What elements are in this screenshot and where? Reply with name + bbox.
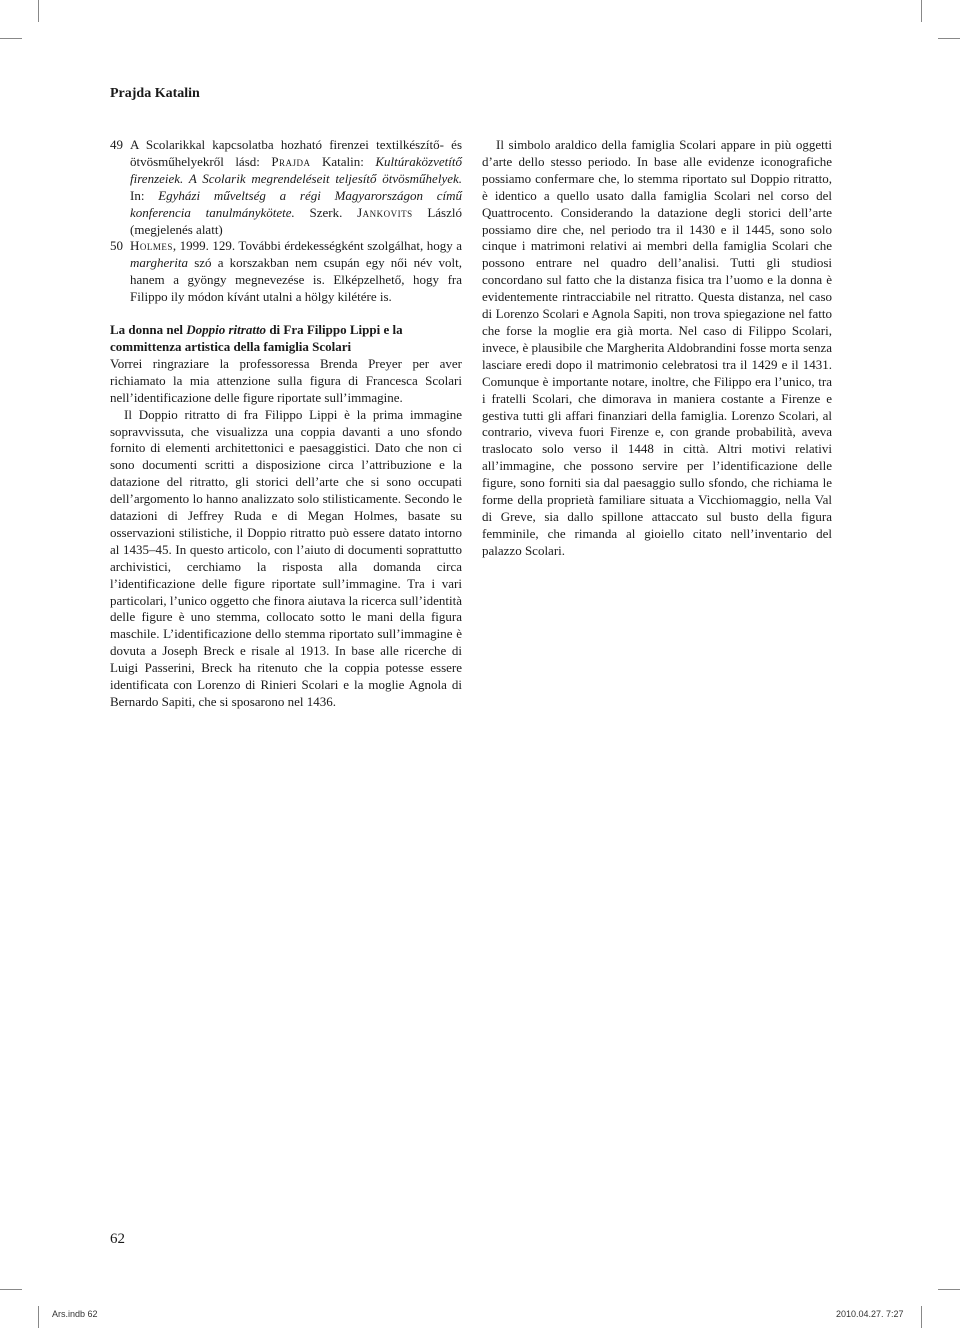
footnote-50: 50 Holmes, 1999. 129. További érdekességként szolgálhat, hogy a margherita szó a korszakban nem csupán egy női név volt, hanem a gyöngy megnevezése is. Elképzelhető, hogy fra Filippo ily módon kívánt utalni a hölgy kilétére is.	[110, 238, 462, 305]
crop-mark	[38, 1306, 39, 1328]
crop-mark	[38, 0, 39, 22]
footnote-number: 50	[110, 238, 123, 254]
crop-mark	[921, 1306, 922, 1328]
left-column	[110, 137, 462, 711]
page-number: 62	[110, 1231, 125, 1247]
right-column	[482, 137, 832, 560]
footnote-49: 49 A Scolarikkal kapcsolatba hozható firenzei textilkészítő- és ötvösműhelyekről lásd: Prajda Katalin: Kultúraközvetítő firenzeiek. A Scolarik megrendeléseit teljesítő ötvösműhelyek. In: Egyházi műveltség a régi Magyarországon című konferencia tanulmánykötete. Szerk. Jankovits László (megjelenés alatt)	[110, 137, 462, 237]
running-head: Prajda Katalin	[110, 86, 200, 101]
crop-mark	[0, 1289, 22, 1290]
crop-mark	[938, 38, 960, 39]
crop-mark	[938, 1289, 960, 1290]
slug-file: Ars.indb 62	[52, 1309, 98, 1319]
section-title: La donna nel Doppio ritratto di Fra Filippo Lippi e la committenza artistica della famiglia Scolari	[110, 322, 403, 354]
paragraph: Il Doppio ritratto di fra Filippo Lippi è la prima immagine sopravvissuta, che visualizza una coppia davanti a uno sfondo fornito di elementi architettonici e paesaggistici. Dato che non ci sono documenti scritti a disposizione circa l’attribuzione e la datazione del ritratto, gli storici dell’arte che si sono occupati dell’argomento lo hanno analizzato solo stilisticamente. Secondo le datazioni di Jeffrey Ruda e di Megan Holmes, basate su osservazioni stilistiche, il Doppio ritratto può essere datato intorno al 1435–45. In questo articolo, con l’aiuto di documenti soprattutto archivistici, cerchiamo la risposta alla domanda circa l’identificazione delle figure riportate sull’immagine. Tra i vari particolari, l’unico oggetto che finora aiutava la ricerca sull’identità delle figure è uno stemma, collocato sotto le mani della figura maschile. L’identificazione dello stemma riportato sull’immagine è dovuta a Joseph Breck e risale al 1913. In base alle ricerche di Luigi Passerini, Breck ha ritenuto che la coppia potesse essere identificata con Lorenzo di Rinieri Scolari e la moglie Agnola di Bernardo Sapiti, che si sposarono nel 1436.	[110, 406, 462, 709]
crop-mark	[921, 0, 922, 22]
paragraph: Vorrei ringraziare la professoressa Brenda Preyer per aver richiamato la mia attenzione sulla figura di Francesca Scolari nell’identificazione delle figure riportate sull’immagine.	[110, 355, 462, 405]
paragraph: Il simbolo araldico della famiglia Scolari appare in più oggetti d’arte dello stesso periodo. In base alle evidenze iconografiche possiamo confermare che, lo stemma riportato sul Doppio ritratto, è identico a quello usato dalla famiglia Scolari nel corso del Quattrocento. Considerando la datazione degli storici dell’arte possiamo dire che, nel periodo tra il 1430 e il 1445, sono solo cinque i matrimoni relativi ai membri della famiglia Scolari che possono entrare nel quadro dell’analisi. Tutti gli studiosi concordano sul fatto che la distanza fisica tra l’uomo e la donna è evidentemente rintracciabile nel ritratto. Questa distanza, nel caso di Lorenzo Scolari e Agnola Sapiti, non trova spiegazione nel fatto che forse la moglie era già morta. Nel caso di Filippo Scolari, invece, è plausibile che Margherita Aldobrandini fosse morta senza lasciare eredi dopo il matrimonio celebratosi tra il 1429 e il 1431. Comunque è importante notare, inoltre, che Filippo era l’unico, tra i fratelli Scolari, che dimorava in maniera costante a Firenze e gestiva tutti gli affari finanziari della famiglia. Lorenzo Scolari, al contrario, viveva fuori Firenze e, con grande probabilità, aveva traslocato solo verso il 1448 in città. Altri motivi relativi all’immagine, che possono servire per l’identificazione delle figure, sono forniti sia dal paesaggio sullo sfondo, che richiama le forme della proprietà familiare situata a Vicchiomaggio, nella Val di Greve, sia dallo spillone attaccato sul busto della figura femminile, che rimanda al gioiello citato nell’inventario del palazzo Scolari.	[482, 137, 832, 558]
crop-mark	[0, 38, 22, 39]
slug-date: 2010.04.27. 7:27	[836, 1309, 904, 1319]
footnote-number: 49	[110, 137, 123, 152]
